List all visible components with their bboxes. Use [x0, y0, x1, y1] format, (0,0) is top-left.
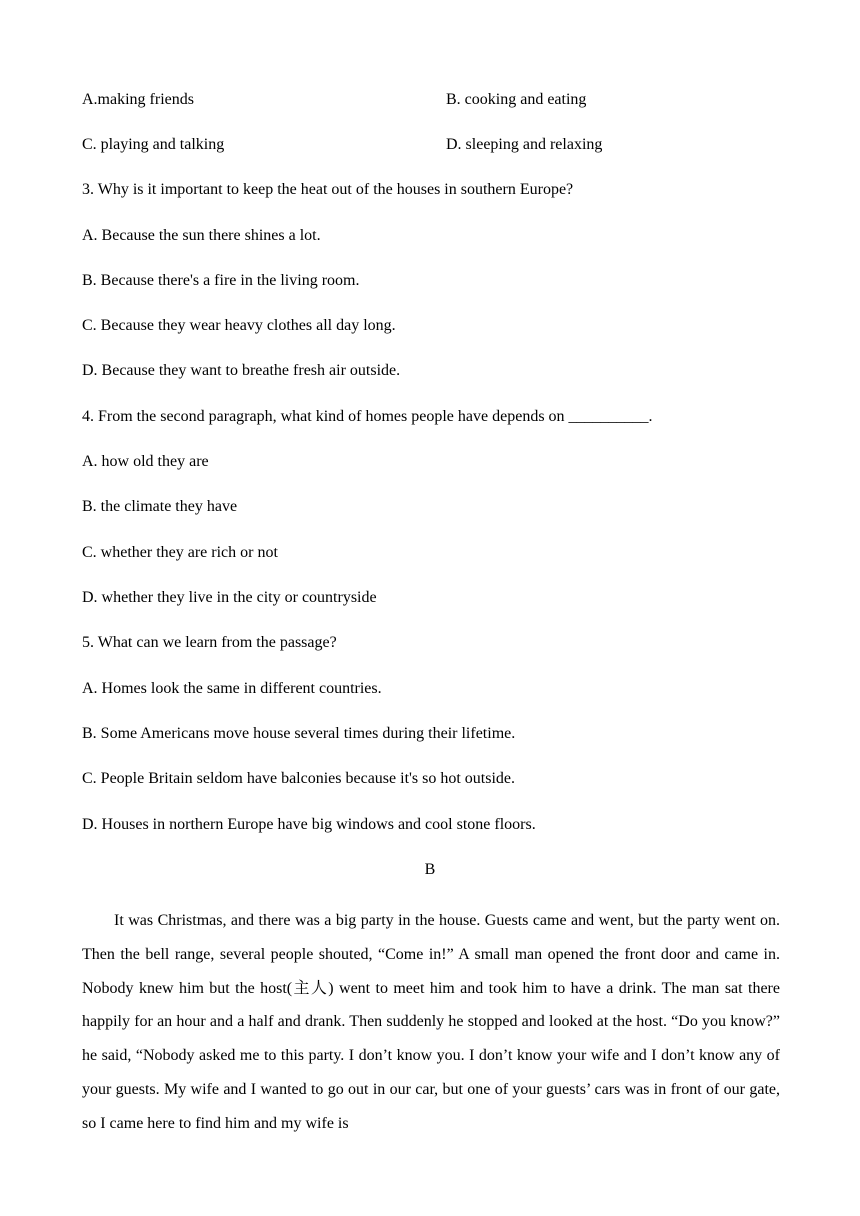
section-b-passage: It was Christmas, and there was a big party in the house. Guests came and went, but the party went on. Then the bell range, several people shouted, “Come in!” A small man opened the front door and came in. Nobody knew him but the host(主人) went to meet him and took him to have a drink. The man sat there happily for an hour and a half and drank. Then suddenly he stopped and looked at the host. “Do you know?” he said, “Nobody asked me to this party. I don’t know you. I don’t know your wife and I don’t know any of your guests. My wife and I wanted to go out in our car, but one of your guests’ cars was in front of our gate, so I came here to find him and my wife is	[82, 912, 780, 1132]
q5-question-text: 5. What can we learn from the passage?	[82, 634, 337, 651]
q2-option-c: C. playing and talking	[82, 136, 225, 153]
q4-option-a: A. how old they are	[82, 453, 209, 470]
q5-option-c: C. People Britain seldom have balconies because it's so hot outside.	[82, 770, 516, 787]
q3-option-c: C. Because they wear heavy clothes all day long.	[82, 317, 396, 334]
q5-option-b: B. Some Americans move house several times during their lifetime.	[82, 725, 516, 742]
q5-option-d: D. Houses in northern Europe have big windows and cool stone floors.	[82, 816, 536, 833]
q2-option-b: B. cooking and eating	[446, 91, 587, 108]
q2-option-a: A.making friends	[82, 91, 194, 108]
q3-question-text: 3. Why is it important to keep the heat out of the houses in southern Europe?	[82, 181, 574, 198]
q4-option-b: B. the climate they have	[82, 498, 238, 515]
q3-option-d: D. Because they want to breathe fresh air outside.	[82, 362, 401, 379]
q4-option-d: D. whether they live in the city or countryside	[82, 589, 377, 606]
q4-option-c: C. whether they are rich or not	[82, 544, 278, 561]
q3-option-b: B. Because there's a fire in the living room.	[82, 272, 360, 289]
section-b-heading: B	[424, 861, 436, 878]
q4-question-text: 4. From the second paragraph, what kind of homes people have depends on __________.	[82, 408, 653, 425]
q2-option-d: D. sleeping and relaxing	[446, 136, 603, 153]
q3-option-a: A. Because the sun there shines a lot.	[82, 227, 321, 244]
q5-option-a: A. Homes look the same in different countries.	[82, 680, 382, 697]
